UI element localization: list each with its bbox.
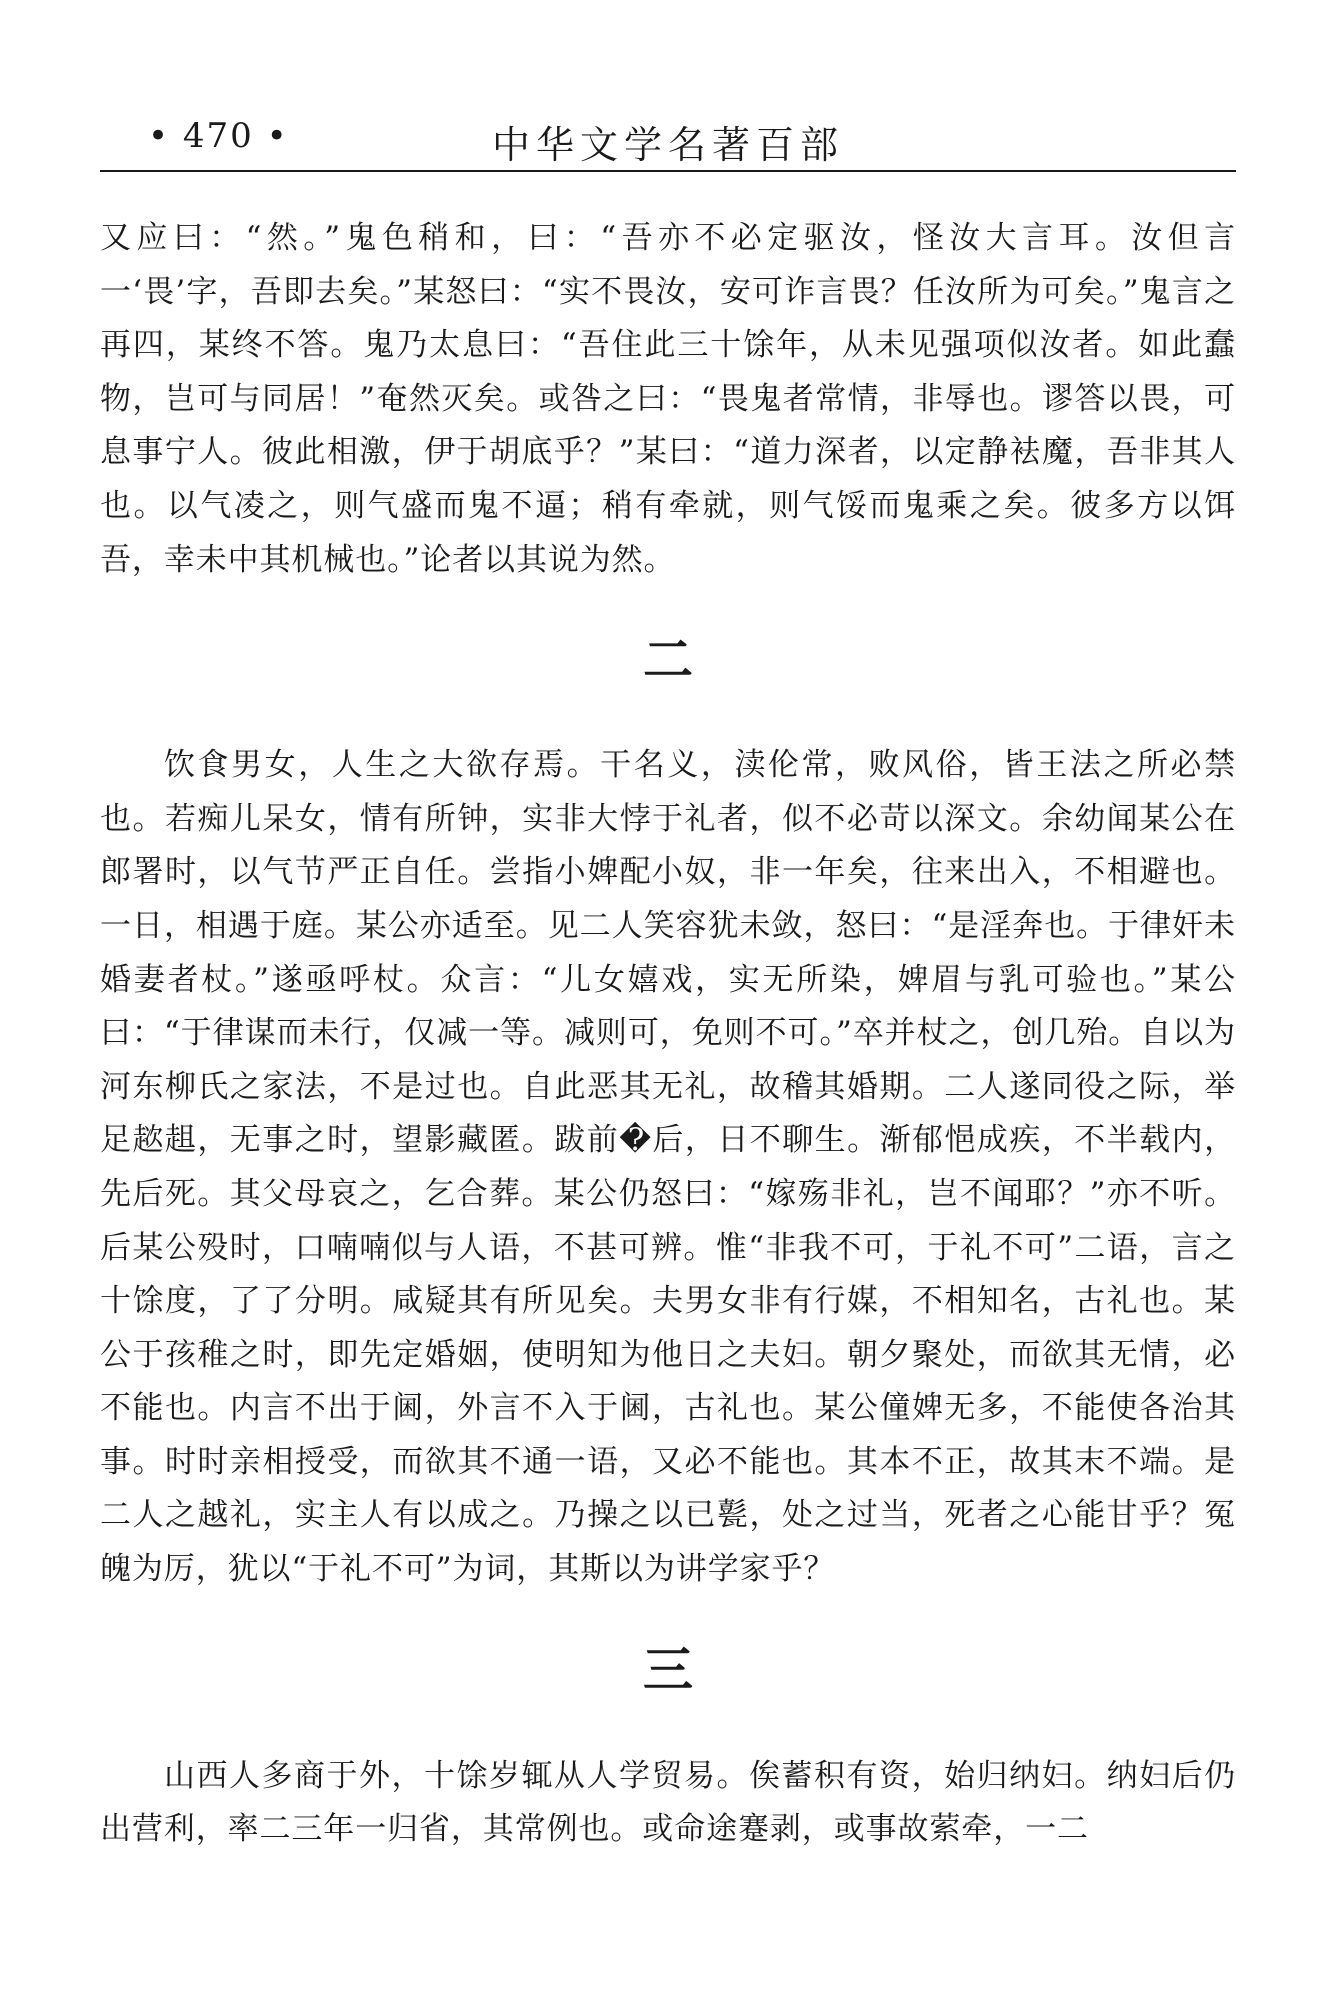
paragraph-section-three: 山西人多商于外，十馀岁辄从人学贸易。俟蓄积有资，始归纳妇。纳妇后仍出营利，率二三年一归省，其常例也。或命途蹇剥，或事故萦牵，一二 bbox=[100, 1757, 1236, 1848]
paragraph-section-two: 饮食男女，人生之大欲存焉。干名义，渎伦常，败风俗，皆王法之所必禁也。若痴儿呆女，情有所钟，实非大悖于礼者，似不必苛以深文。余幼闻某公在郎署时，以气节严正自任。尝指小婢配小奴，非一年矣，往来出入，不相避也。一日，相遇于庭。某公亦适至。见二人笑容犹未敛，怒曰：“是淫奔也。于律奸未婚妻者杖。”遂亟呼杖。众言：“儿女嬉戏，实无所染，婢眉与乳可验也。”某公曰：“于律谋而未行，仅减一等。减则可，免则不可。”卒并杖之，创几殆。自以为河东柳氏之家法，不是过也。自此恶其无礼，故稽其婚期。二人遂同役之际，举足趑趄，无事之时，望影藏匿。跋前�后，日不聊生。渐郁悒成疾，不半载内，先后死。其父母哀之，乞合葬。某公仍怒曰：“嫁殇非礼，岂不闻耶？”亦不听。后某公殁时，口喃喃似与人语，不甚可辨。惟“非我不可，于礼不可”二语，言之十馀度，了了分明。咸疑其有所见矣。夫男女非有行媒，不相知名，古礼也。某公于孩稚之时，即先定婚姻，使明知为他日之夫妇。朝夕聚处，而欲其无情，必不能也。内言不出于阃，外言不入于阃，古礼也。某公僮婢无多，不能使各治其事。时时亲相授受，而欲其不通一语，又必不能也。其本不正，故其末不端。是二人之越礼，实主人有以成之。乃操之以已甏，处之过当，死者之心能甘乎？冤魄为厉，犹以“于礼不可”为词，其斯以为讲学家乎？ bbox=[100, 747, 1236, 1588]
book-title: 中华文学名著百部 bbox=[491, 123, 844, 167]
header-rule bbox=[100, 170, 1236, 172]
page-body bbox=[100, 212, 1236, 1857]
page-header bbox=[100, 108, 1236, 170]
section-heading-two: 二 bbox=[643, 630, 693, 690]
paragraph-continued: 又应曰：“然。”鬼色稍和，曰：“吾亦不必定驱汝，怪汝大言耳。汝但言一‘畏’字，吾即去矣。”某怒曰：“实不畏汝，安可诈言畏？任汝所为可矣。”鬼言之再四，某终不答。鬼乃太息曰：“吾住此三十馀年，从未见强项似汝者。如此蠢物，岂可与同居！”奄然灭矣。或咎之曰：“畏鬼者常情，非辱也。谬答以畏，可息事宁人。彼此相激，伊于胡底乎？”某曰：“道力深者，以定静袪魔，吾非其人也。以气凌之，则气盛而鬼不逼；稍有牵就，则气馁而鬼乘之矣。彼多方以饵吾，幸未中其机械也。”论者以其说为然。 bbox=[100, 220, 1236, 578]
page-number: • 470 • bbox=[148, 116, 289, 156]
section-heading-three: 三 bbox=[643, 1639, 693, 1699]
